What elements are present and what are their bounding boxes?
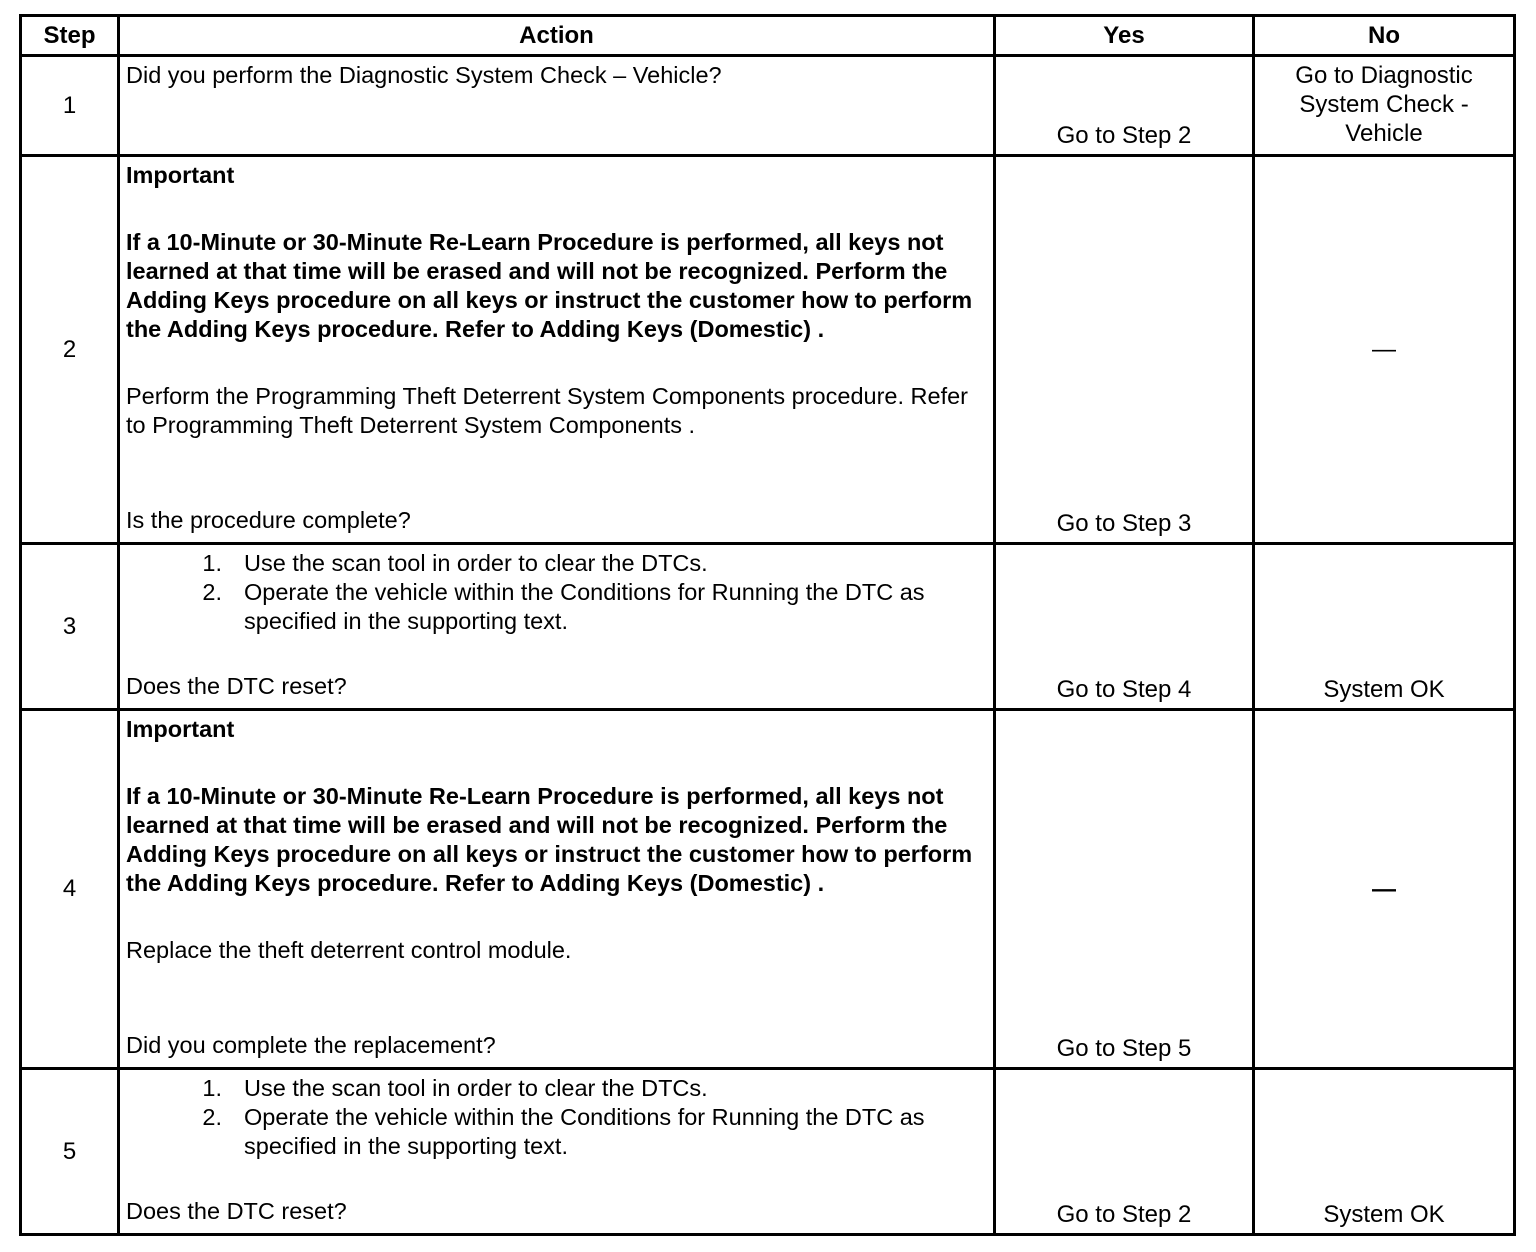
yes-cell: Go to Step 2 (995, 56, 1254, 156)
yes-cell: Go to Step 2 (995, 1069, 1254, 1235)
table-row (21, 710, 1515, 1069)
list-item (126, 1074, 985, 1103)
no-cell (1254, 156, 1515, 544)
yes-cell: Go to Step 4 (995, 544, 1254, 710)
step-number: 4 (21, 710, 119, 1069)
header-yes: Yes (995, 16, 1254, 56)
table-row (21, 56, 1515, 156)
no-text: — (1372, 336, 1396, 363)
table-row (21, 1069, 1515, 1235)
important-text: If a 10-Minute or 30-Minute Re-Learn Procedure is performed, all keys not learned at that time will be erased and will not be recognized. Perform the Adding Keys procedure on all keys or instruct the customer how to perform the Adding Keys procedure. Refer to Adding Keys (Domestic) . (126, 229, 973, 342)
question-text: Is the procedure complete? (126, 507, 411, 533)
no-text: Go to Diagnostic System Check - Vehicle (1295, 62, 1473, 147)
list-item (126, 549, 985, 578)
no-cell: System OK (1254, 1069, 1515, 1235)
procedure-list (126, 549, 985, 636)
header-row (21, 16, 1515, 56)
action-cell (119, 544, 995, 710)
header-no: No (1254, 16, 1515, 56)
procedure-list (126, 1074, 985, 1161)
important-title: Important (126, 716, 235, 742)
list-number: 1. (202, 1075, 222, 1101)
no-cell: System OK (1254, 544, 1515, 710)
question-text: Did you complete the replacement? (126, 1032, 496, 1058)
no-cell (1254, 56, 1515, 156)
diagnostic-table (19, 14, 1516, 1236)
instruction-text: Replace the theft deterrent control module. (126, 937, 572, 963)
action-cell (119, 1069, 995, 1235)
question-text: Does the DTC reset? (126, 673, 347, 699)
no-text: — (1372, 875, 1396, 903)
action-cell (119, 56, 995, 156)
list-item (126, 578, 985, 636)
important-text: If a 10-Minute or 30-Minute Re-Learn Procedure is performed, all keys not learned at that time will be erased and will not be recognized. Perform the Adding Keys procedure on all keys or instruct the customer how to perform the Adding Keys procedure. Refer to Adding Keys (Domestic) . (126, 783, 973, 896)
list-number: 1. (202, 550, 222, 576)
table-row (21, 156, 1515, 544)
step-number: 1 (21, 56, 119, 156)
important-title: Important (126, 162, 235, 188)
list-text: Operate the vehicle within the Conditions for Running the DTC as specified in the supporting text. (244, 1104, 925, 1159)
header-action: Action (119, 16, 995, 56)
list-text: Operate the vehicle within the Conditions for Running the DTC as specified in the supporting text. (244, 579, 925, 634)
step-number: 5 (21, 1069, 119, 1235)
action-cell (119, 710, 995, 1069)
question-text: Does the DTC reset? (126, 1198, 347, 1224)
step-number: 3 (21, 544, 119, 710)
yes-cell: Go to Step 3 (995, 156, 1254, 544)
list-number: 2. (202, 579, 222, 605)
list-text: Use the scan tool in order to clear the DTCs. (244, 550, 708, 576)
action-cell (119, 156, 995, 544)
yes-cell: Go to Step 5 (995, 710, 1254, 1069)
instruction-text: Perform the Programming Theft Deterrent System Components procedure. Refer to Programming Theft Deterrent System Components . (126, 383, 969, 438)
question-text: Did you perform the Diagnostic System Check – Vehicle? (126, 62, 722, 88)
step-number: 2 (21, 156, 119, 544)
list-text: Use the scan tool in order to clear the DTCs. (244, 1075, 708, 1101)
table-row (21, 544, 1515, 710)
list-item (126, 1103, 985, 1161)
no-cell (1254, 710, 1515, 1069)
list-number: 2. (202, 1104, 222, 1130)
header-step: Step (21, 16, 119, 56)
